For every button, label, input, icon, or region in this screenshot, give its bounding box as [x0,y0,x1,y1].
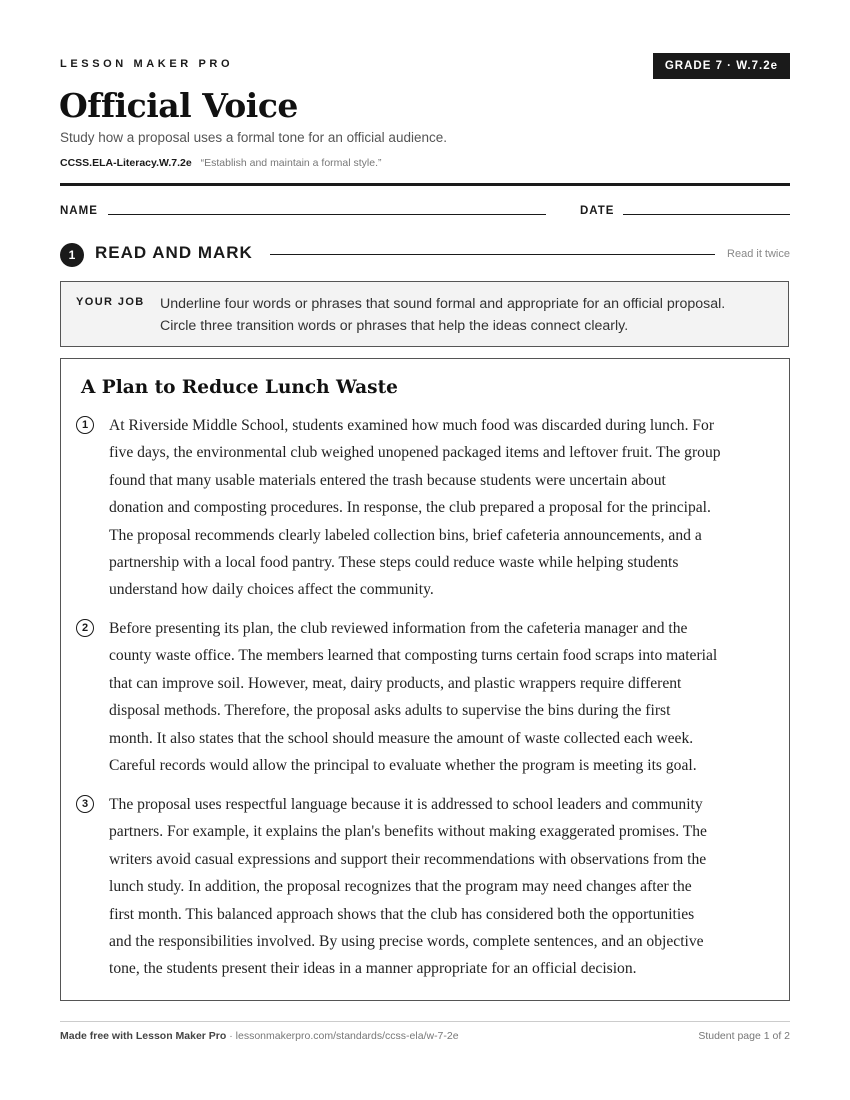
date-label: DATE [580,205,615,217]
passage-line: that can improve soil. However, meat, dairy products, and plastic wrappers require different [109,674,682,692]
passage-line: The proposal recommends clearly labeled collection bins, brief cafeteria announcements, and a [109,526,702,544]
task-line: Circle three transition words or phrases that help the ideas connect clearly. [160,318,629,334]
page-title: Official Voice [59,86,298,125]
passage-line: found that many usable materials entered the trash because students were uncertain about [109,471,666,489]
standard-quote: “Establish and maintain a formal style.” [200,157,382,169]
passage-line: donation and composting procedures. In response, the club prepared a proposal for the principal. [109,499,711,517]
section-note: Read it twice [727,248,790,260]
paragraph-number-badge: 2 [76,619,94,637]
passage-line: The proposal uses respectful language because it is addressed to school leaders and community [109,796,703,813]
standard-reference [60,157,382,169]
passage-paragraph [109,791,779,983]
passage-line: and the responsibilities involved. By using precise words, complete sentences, and an objective [109,933,704,951]
passage-line: Careful records would allow the principal to evaluate whether the program is meeting its goal. [109,757,697,775]
task-box [60,281,789,347]
date-field-line[interactable] [623,214,790,215]
name-field-line[interactable] [108,214,546,215]
passage-line: month. It also states that the school should measure the amount of waste collected each week. [109,729,694,747]
task-line: Underline four words or phrases that sound formal and appropriate for an official proposal. [160,296,726,312]
passage-line: lunch study. In addition, the proposal recognizes that the program may need changes after the [109,878,692,896]
task-instructions [160,293,775,337]
section-divider [270,254,715,255]
passage-line: writers avoid casual expressions and support their recommendations with observations from the [109,850,707,868]
standard-code: CCSS.ELA-Literacy.W.7.2e [60,157,192,169]
section-title: READ AND MARK [95,243,253,262]
passage-line: tone, the students present their ideas in a manner appropriate for an official decision. [109,960,637,978]
passage-line: partners. For example, it explains the plan's benefits without making exaggerated promises. The [109,823,707,841]
footer-page-number: Student page 1 of 2 [698,1030,790,1042]
passage-line: five days, the environmental club weighed unopened packaged items and leftover fruit. The group [109,444,721,462]
header-divider [60,183,790,186]
passage-line: Before presenting its plan, the club reviewed information from the cafeteria manager and the [109,620,688,637]
passage-title: A Plan to Reduce Lunch Waste [81,377,398,398]
footer-separator: · [226,1030,236,1042]
passage-line: first month. This balanced approach shows that the club has considered both the opportunities [109,905,695,923]
passage-line: county waste office. The members learned that composting turns certain food scraps into material [109,647,718,665]
footer-credit [60,1030,459,1042]
footer-made-with: Made free with Lesson Maker Pro [60,1030,227,1042]
task-label: YOUR JOB [76,296,145,308]
footer-divider [60,1021,790,1022]
grade-badge: GRADE 7 · W.7.2e [653,53,790,79]
paragraph-number-badge: 1 [76,416,94,434]
passage-paragraph [109,615,779,779]
paragraph-number-badge: 3 [76,795,94,813]
passage-box [60,358,790,1001]
passage-line: At Riverside Middle School, students examined how much food was discarded during lunch. For [109,417,715,434]
brand-name: LESSON MAKER PRO [60,58,234,70]
page-subtitle: Study how a proposal uses a formal tone for an official audience. [60,130,447,145]
section-number-badge: 1 [60,243,84,267]
passage-line: understand how daily choices affect the community. [109,581,434,599]
name-label: NAME [60,205,98,217]
passage-paragraph [109,412,779,604]
passage-line: disposal methods. Therefore, the proposal asks adults to supervise the bins during the first [109,702,671,720]
footer-url[interactable]: lessonmakerpro.com/standards/ccss-ela/w-7-2e [235,1030,459,1042]
passage-line: partnership with a local food pantry. These steps could reduce waste while helping students [109,554,679,572]
